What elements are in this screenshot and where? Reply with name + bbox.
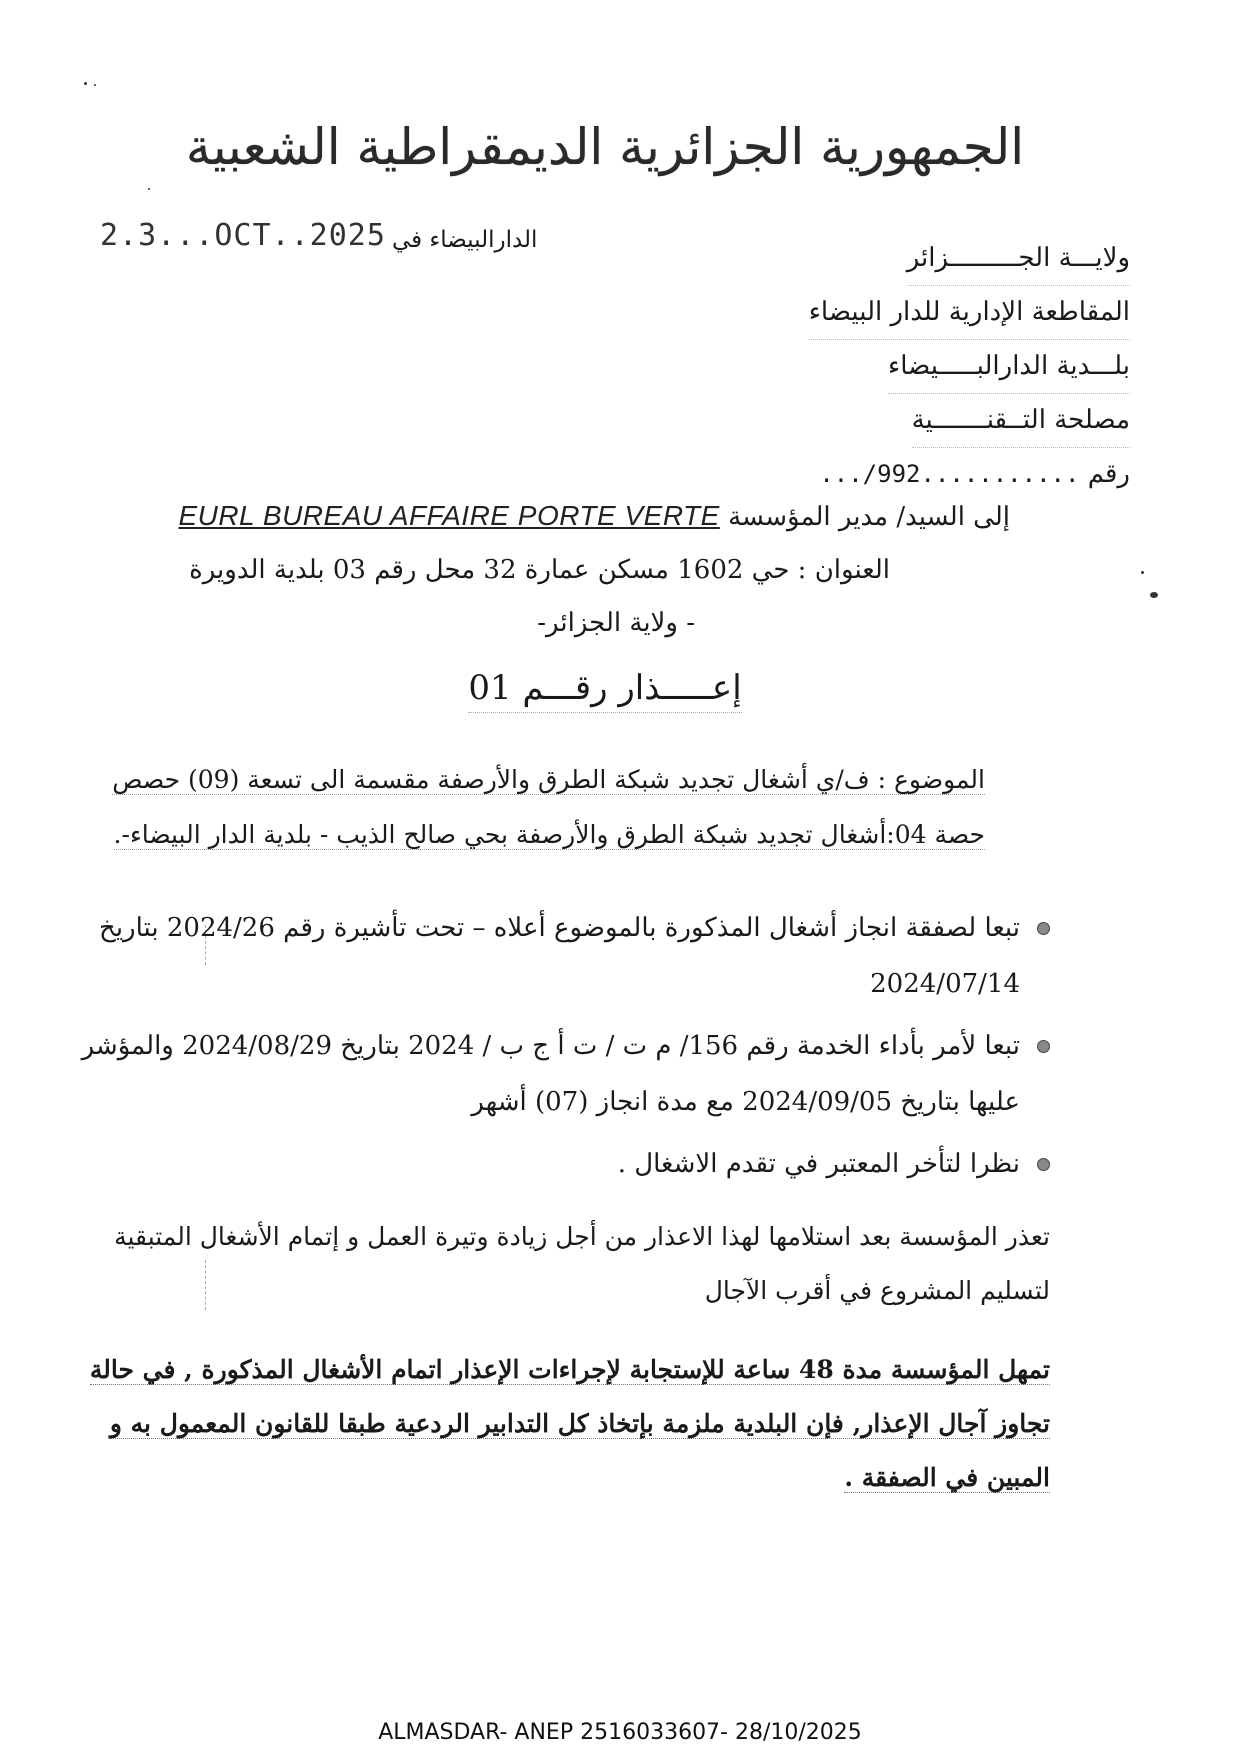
- issuer-block: [710, 232, 1130, 501]
- subject-line-1: الموضوع : ف/ي أشغال تجديد شبكة الطرق والأرصفة مقسمة الى تسعة (09) حصص: [112, 765, 985, 794]
- bullet-icon: [1037, 1158, 1050, 1171]
- scan-speck: [148, 188, 150, 190]
- address-line: العنوان : حي 1602 مسكن عمارة 32 محل رقم 03 بلدية الدويرة: [189, 555, 890, 585]
- notice-title-text: إعـــــذار رقـــم 01: [468, 668, 741, 713]
- ref-label: رقم: [1087, 459, 1130, 489]
- company-name: EURL BUREAU AFFAIRE PORTE VERTE: [178, 500, 720, 531]
- scan-speck: [84, 82, 87, 85]
- wilaya-line: - ولاية الجزائر-: [537, 608, 695, 638]
- place-label: الدارالبيضاء في: [391, 227, 538, 253]
- country-title: الجمهورية الجزائرية الديمقراطية الشعبية: [185, 118, 1025, 176]
- bullet-icon: [1037, 1040, 1050, 1053]
- scan-speck: [1150, 592, 1158, 598]
- scan-speck: [94, 84, 96, 86]
- issuer-district: المقاطعة الإدارية للدار البيضاء: [809, 286, 1130, 340]
- bullet-text: تبعا لصفقة انجاز أشغال المذكورة بالموضوع أعلاه – تحت تأشيرة رقم 2024/26 بتاريخ 2024/07/14: [99, 913, 1020, 999]
- bullet-text: نظرا لتأخر المعتبر في تقدم الاشغال .: [617, 1149, 1020, 1179]
- ref-value: ...........992/...: [819, 460, 1080, 488]
- paragraph-deadline: [50, 1343, 1050, 1505]
- subject-block: [112, 752, 985, 862]
- paragraph-request: تعذر المؤسسة بعد استلامها لهذا الاعذار من أجل زيادة وتيرة العمل و إتمام الأشغال المتبقية لتسليم المشروع في أقرب الآجال: [114, 1222, 1050, 1305]
- bullet-icon: [1037, 922, 1050, 935]
- publication-footer: ALMASDAR- ANEP 2516033607- 28/10/2025: [378, 1720, 862, 1745]
- scan-speck: [1141, 571, 1144, 574]
- date-block: [100, 218, 537, 253]
- issuer-service: مصلحة التــقنـــــــية: [912, 394, 1130, 448]
- bullet-list: [50, 900, 1050, 1192]
- issuer-municipality: بلـــدية الدارالبـــــيضاء: [888, 340, 1130, 394]
- bullet-item: [50, 1018, 1050, 1130]
- issuer-wilaya: ولايـــة الجـــــــــزائر: [907, 232, 1130, 286]
- date-stamp: 2.3...OCT..2025: [100, 218, 386, 253]
- to-label: إلى السيد/ مدير المؤسسة: [728, 502, 1010, 532]
- notice-title: [0, 668, 1210, 708]
- paragraph-deadline-text: تمهل المؤسسة مدة 48 ساعة للإستجابة لإجراءات الإعذار اتمام الأشغال المذكورة , في حالة تجاوز آجال الإعذار, فإن البلدية ملزمة بإتخاذ كل التدابير الردعية طبقا للقانون المعمول به و المبين في الصفقة .: [89, 1355, 1050, 1492]
- bullet-item: [50, 900, 1050, 1012]
- addressee-line: [178, 500, 1010, 532]
- subject-line-2: حصة 04:أشغال تجديد شبكة الطرق والأرصفة بحي صالح الذيب - بلدية الدار البيضاء-.: [113, 820, 985, 849]
- bullet-text: تبعا لأمر بأداء الخدمة رقم 156/ م ت / ت أ ج ب / 2024 بتاريخ 2024/08/29 والمؤشر عليها بتاريخ 2024/09/05 مع مدة انجاز (07) أشهر: [81, 1031, 1020, 1117]
- bullet-item: [50, 1136, 1050, 1192]
- reference-number: [710, 448, 1130, 501]
